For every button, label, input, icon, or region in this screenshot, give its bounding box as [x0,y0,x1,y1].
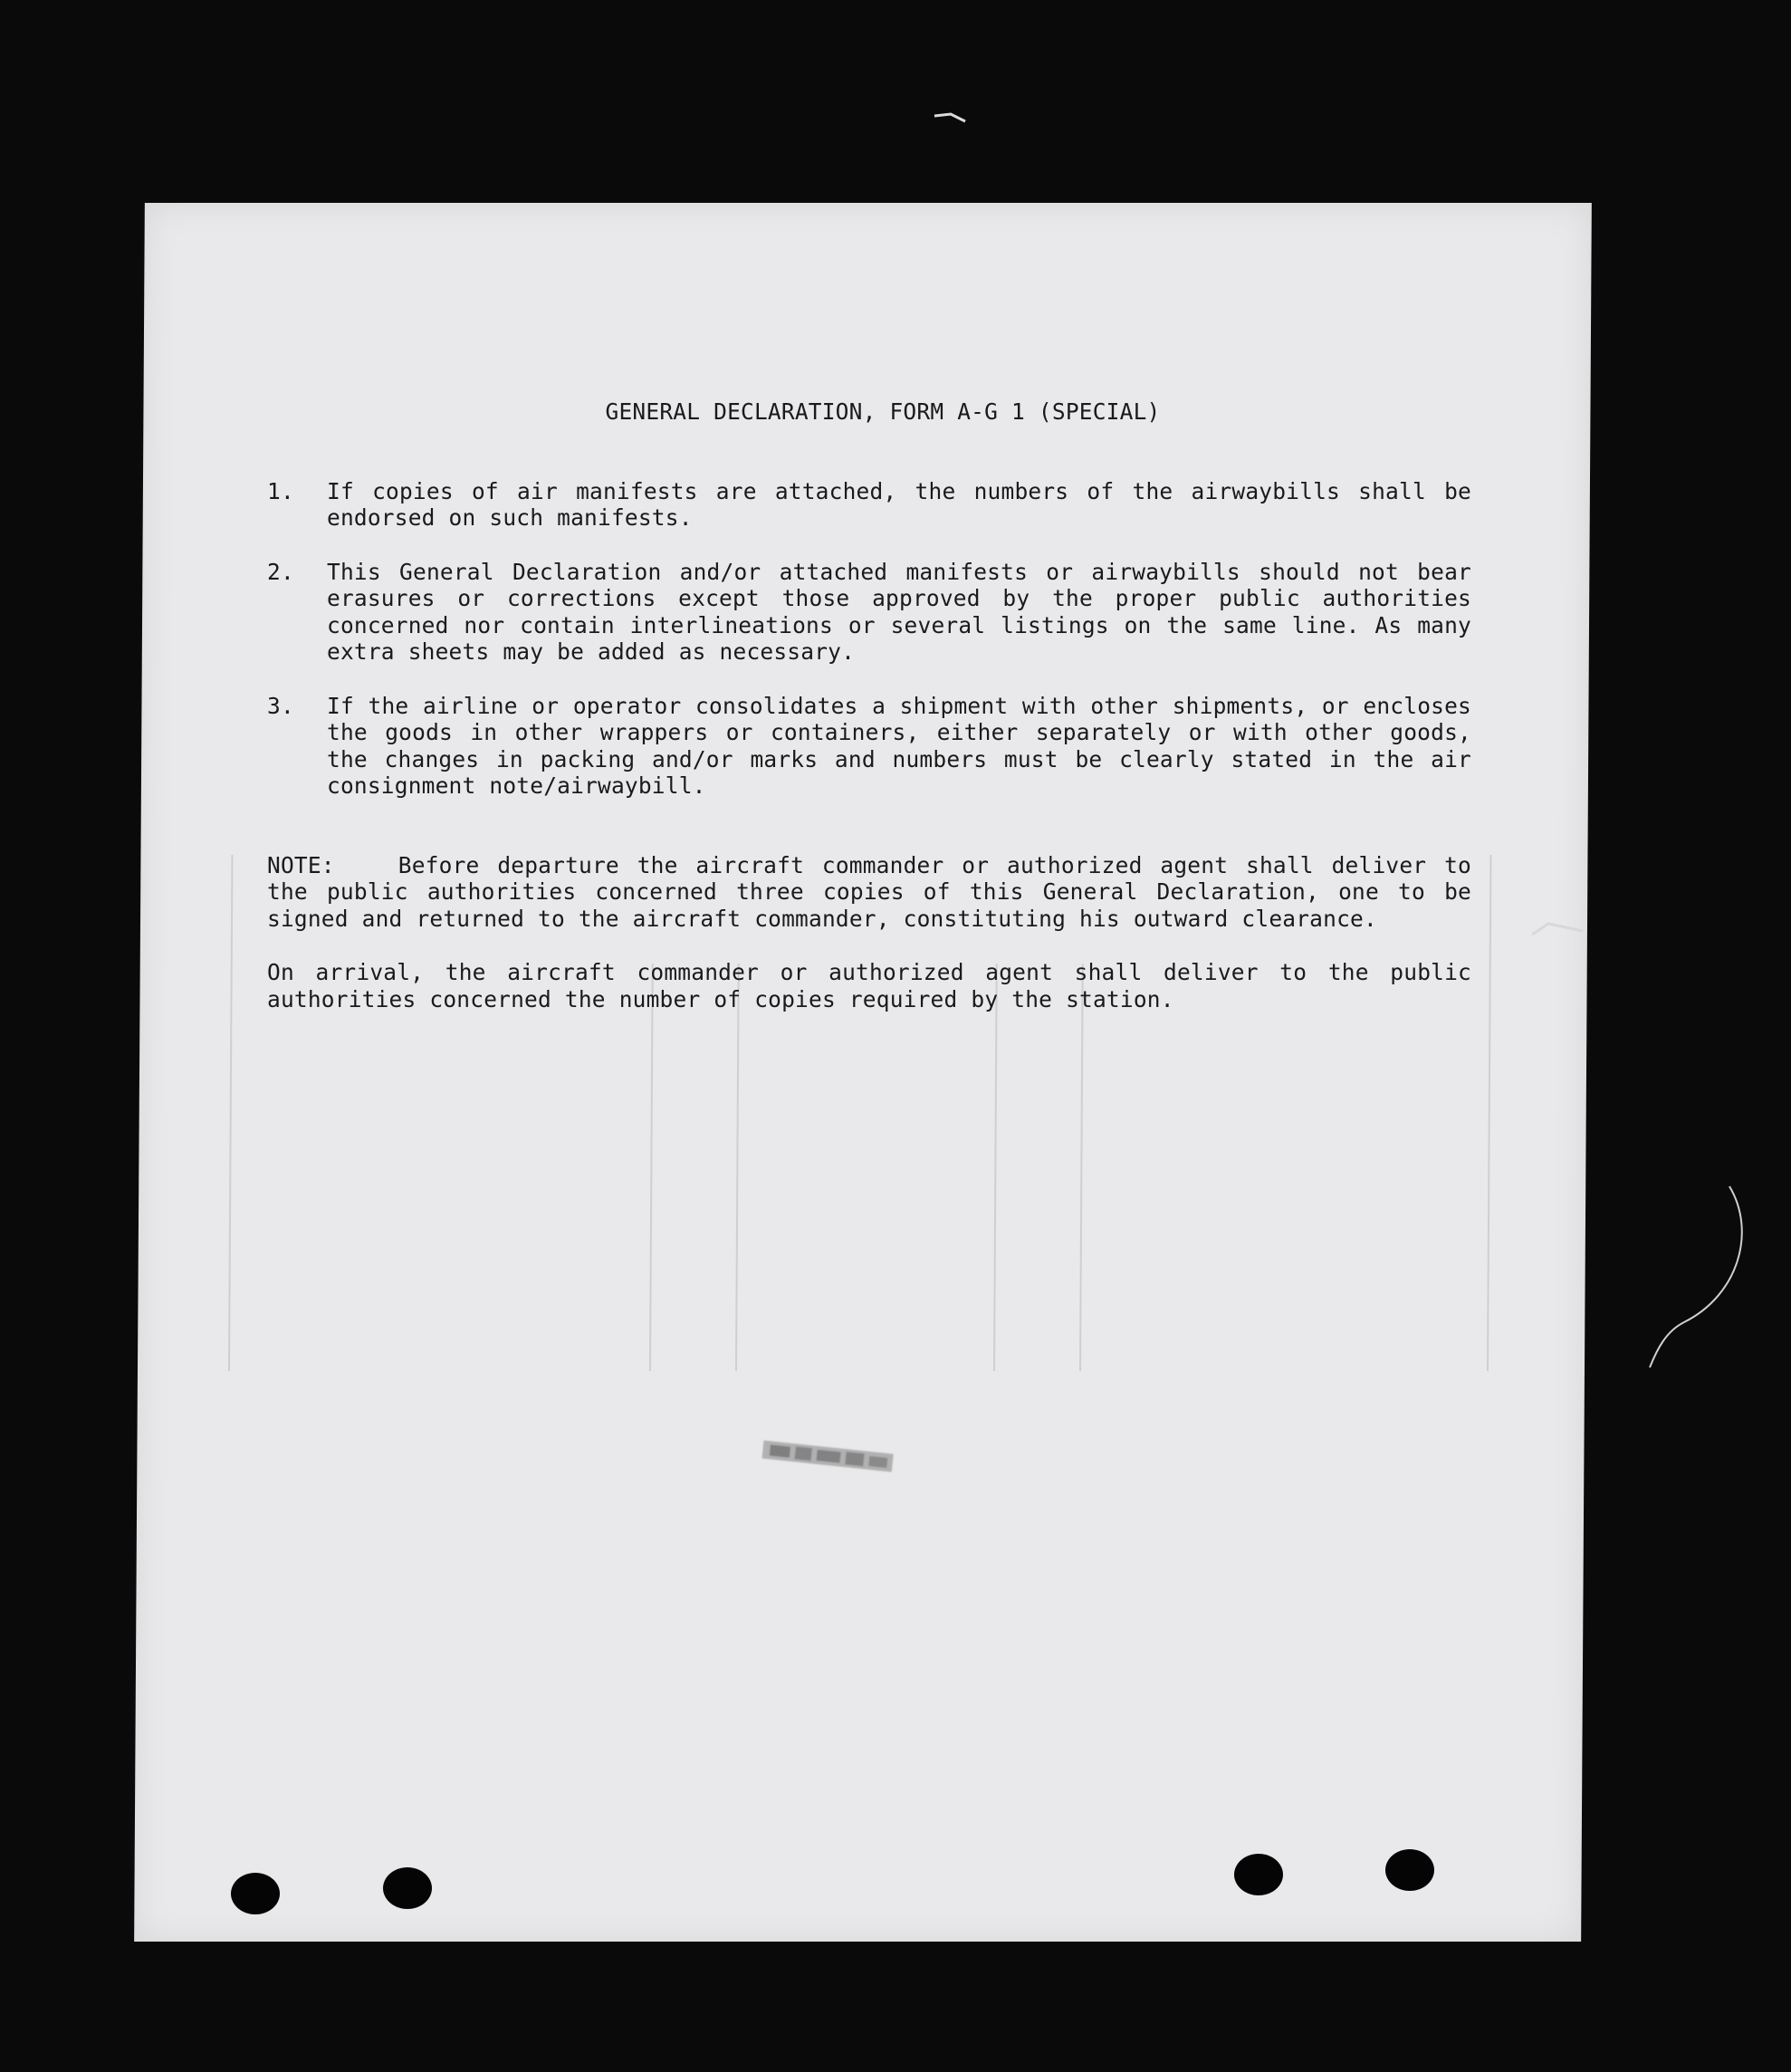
item-number: 1. [267,477,294,504]
item-number: 3. [267,692,294,719]
note-label: NOTE: [267,851,335,878]
document-content [267,398,1471,1035]
edge-scratch-icon [1630,1177,1757,1377]
punch-hole [1385,1849,1434,1891]
note-text: Before departure the aircraft commander or authorized agent shall deliver to the public authorities concerned three copies of this General Declaration, one to be signed and returned to the aircraft commander, constituting his outward clearance. [267,851,1471,932]
item-text: If copies of air manifests are attached, the numbers of the airwaybills shall be endorsed on such manifests. [327,477,1471,531]
punch-hole [1234,1854,1283,1895]
item-text: This General Declaration and/or attached manifests or airwaybills should not bear erasures or corrections except those approved by the proper public authorities concerned nor contain interlineations or several listings on the same line. As many extra sheets may be added as necessary. [327,558,1471,665]
top-edge-mark-icon [933,109,969,127]
list-item [267,693,1471,800]
edge-tick-icon [1530,915,1585,942]
page-title: GENERAL DECLARATION, FORM A-G 1 (SPECIAL) [605,398,1161,425]
item-number: 2. [267,558,294,585]
item-text: If the airline or operator consolidates a shipment with other shipments, or encloses the goods in other wrappers or containers, either separately or with other goods, the changes in packing and/or marks and numbers must be clearly stated in the air consignment note/airwaybill. [327,692,1471,799]
list-item [267,478,1471,532]
arrival-paragraph: On arrival, the aircraft commander or authorized agent shall deliver to the public authorities concerned the number of copies required by the station. [267,959,1471,1012]
note-paragraph [267,852,1471,933]
list-item [267,559,1471,666]
punch-hole [383,1867,432,1909]
punch-hole [231,1873,280,1914]
